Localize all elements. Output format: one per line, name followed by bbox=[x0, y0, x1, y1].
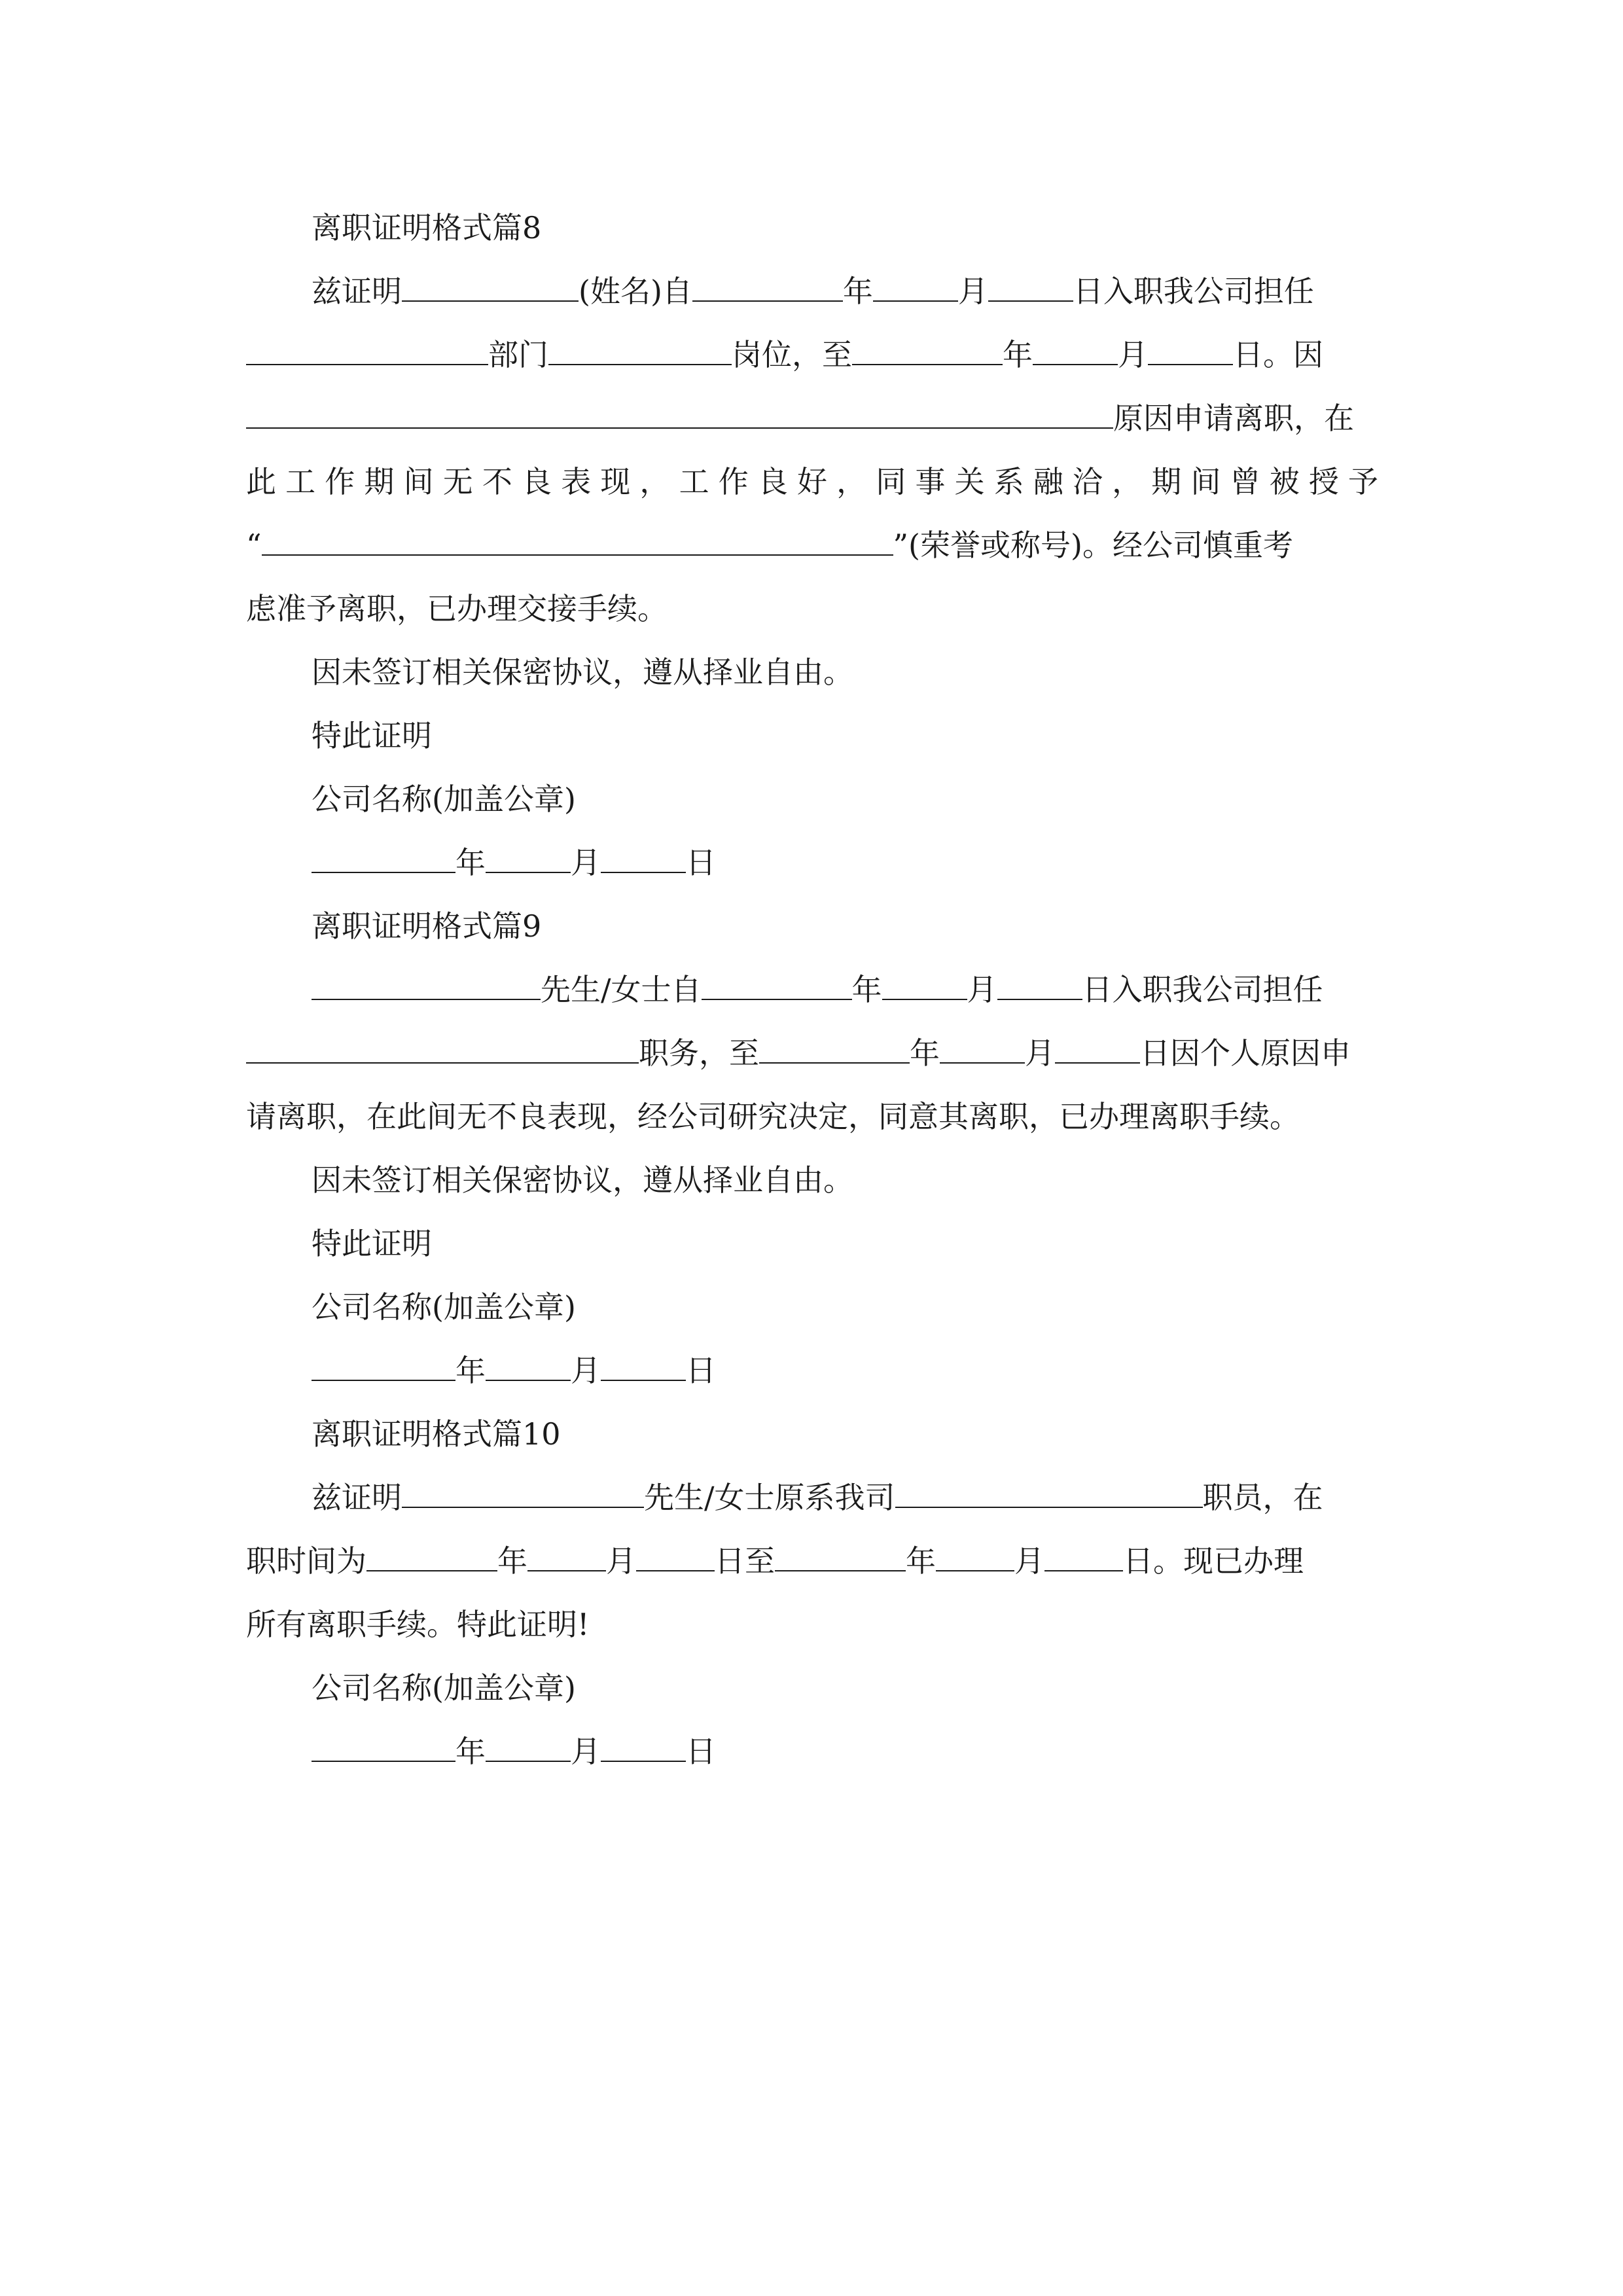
blank-reason bbox=[246, 399, 1113, 429]
text-run: 月 bbox=[1025, 1035, 1055, 1071]
text-run: 日入职我公司担任 bbox=[1073, 274, 1314, 309]
text-run: 因未签订相关保密协议，遵从择业自由。 bbox=[312, 1162, 853, 1198]
paragraph-line bbox=[312, 272, 1378, 311]
paragraph-line bbox=[246, 526, 1378, 565]
text-run: 兹证明 bbox=[312, 1480, 402, 1515]
text-run: 日至 bbox=[715, 1543, 775, 1579]
text-run: 原因申请离职，在 bbox=[1113, 401, 1354, 436]
blank-month bbox=[486, 843, 571, 873]
paragraph-line bbox=[246, 462, 1378, 501]
text-run: “ bbox=[246, 528, 262, 563]
paragraph-line bbox=[312, 970, 1378, 1009]
text-run: 月 bbox=[967, 972, 997, 1007]
blank-year bbox=[312, 1351, 455, 1381]
blank-year bbox=[775, 1541, 906, 1571]
text-run: 先生/女士原系我司 bbox=[644, 1480, 895, 1515]
blank-position bbox=[895, 1478, 1203, 1508]
blank-month bbox=[873, 272, 958, 302]
text-run: 日因个人原因申 bbox=[1140, 1035, 1351, 1071]
blank-day bbox=[1148, 335, 1233, 365]
blank-month bbox=[940, 1033, 1025, 1064]
blank-day bbox=[988, 272, 1073, 302]
text-run: 此工作期间无不良表现，工作良好，同事关系融洽，期间曾被授予 bbox=[246, 464, 1378, 499]
text-run: 日 bbox=[686, 1353, 716, 1388]
text-run: 年 bbox=[906, 1543, 936, 1579]
blank-month bbox=[486, 1732, 571, 1762]
company-name-label: 公司名称(加盖公章) bbox=[312, 1670, 576, 1706]
blank-month bbox=[882, 970, 967, 1000]
paragraph-line bbox=[312, 1160, 1378, 1200]
blank-day bbox=[601, 1732, 686, 1762]
blank-day bbox=[636, 1541, 715, 1571]
blank-name bbox=[402, 272, 579, 302]
blank-year bbox=[366, 1541, 497, 1571]
text-run: 月 bbox=[571, 845, 601, 880]
text-run: 年 bbox=[910, 1035, 940, 1071]
section-heading bbox=[312, 1414, 1378, 1454]
text-run: 年 bbox=[1003, 337, 1033, 372]
company-signature bbox=[312, 1287, 1378, 1327]
paragraph-line bbox=[246, 589, 1378, 628]
text-run: 兹证明 bbox=[312, 274, 402, 309]
blank-duty bbox=[246, 1033, 639, 1064]
blank-year bbox=[759, 1033, 910, 1064]
blank-month bbox=[936, 1541, 1014, 1571]
blank-department bbox=[246, 335, 488, 365]
text-run: 月 bbox=[606, 1543, 636, 1579]
text-run: 月 bbox=[1118, 337, 1148, 372]
paragraph-line bbox=[312, 1478, 1378, 1517]
text-run: 日入职我公司担任 bbox=[1082, 972, 1323, 1007]
text-run: 年 bbox=[842, 274, 873, 309]
paragraph-line bbox=[246, 335, 1378, 374]
blank-year bbox=[312, 1732, 455, 1762]
section-heading bbox=[312, 208, 1378, 247]
blank-name bbox=[312, 970, 541, 1000]
paragraph-line bbox=[246, 1541, 1378, 1581]
blank-year bbox=[312, 843, 455, 873]
text-run: 月 bbox=[571, 1353, 601, 1388]
text-run: 职时间为 bbox=[246, 1543, 366, 1579]
paragraph-line bbox=[312, 1224, 1378, 1263]
paragraph-line bbox=[312, 653, 1378, 692]
blank-day bbox=[1044, 1541, 1123, 1571]
blank-day bbox=[601, 843, 686, 873]
text-run: 月 bbox=[571, 1734, 601, 1769]
blank-name bbox=[402, 1478, 644, 1508]
text-run: 月 bbox=[1014, 1543, 1044, 1579]
heading-text: 离职证明格式篇10 bbox=[312, 1416, 561, 1452]
text-run: 年 bbox=[455, 845, 486, 880]
blank-honor bbox=[262, 526, 893, 556]
text-run: 因未签订相关保密协议，遵从择业自由。 bbox=[312, 655, 853, 690]
text-run: 年 bbox=[455, 1353, 486, 1388]
heading-text: 离职证明格式篇8 bbox=[312, 210, 542, 245]
signature-date bbox=[312, 1732, 1378, 1771]
blank-month bbox=[1033, 335, 1118, 365]
text-run: 请离职，在此间无不良表现，经公司研究决定，同意其离职，已办理离职手续。 bbox=[246, 1099, 1300, 1134]
text-run: ”(荣誉或称号)。经公司慎重考 bbox=[893, 528, 1293, 563]
text-run: 月 bbox=[957, 274, 988, 309]
company-name-label: 公司名称(加盖公章) bbox=[312, 781, 576, 817]
text-run: 年 bbox=[851, 972, 882, 1007]
company-name-label: 公司名称(加盖公章) bbox=[312, 1289, 576, 1325]
text-run: 职员，在 bbox=[1202, 1480, 1323, 1515]
company-signature bbox=[312, 1668, 1378, 1708]
paragraph-line bbox=[246, 399, 1378, 438]
section-heading bbox=[312, 906, 1378, 946]
text-run: 日 bbox=[686, 1734, 716, 1769]
text-run: 日。因 bbox=[1233, 337, 1323, 372]
signature-date bbox=[312, 1351, 1378, 1390]
blank-day bbox=[601, 1351, 686, 1381]
text-run: 部门 bbox=[488, 337, 548, 372]
paragraph-line bbox=[246, 1605, 1378, 1644]
heading-text: 离职证明格式篇9 bbox=[312, 908, 542, 944]
text-run: 岗位，至 bbox=[732, 337, 852, 372]
text-run: 先生/女士自 bbox=[541, 972, 702, 1007]
text-run: 所有离职手续。特此证明! bbox=[246, 1607, 590, 1642]
text-run: 特此证明 bbox=[312, 1226, 432, 1261]
text-run: 日 bbox=[686, 845, 716, 880]
blank-position bbox=[548, 335, 732, 365]
text-run: 年 bbox=[455, 1734, 486, 1769]
text-run: 年 bbox=[497, 1543, 527, 1579]
blank-year bbox=[692, 272, 843, 302]
company-signature bbox=[312, 780, 1378, 819]
blank-year bbox=[702, 970, 852, 1000]
paragraph-line bbox=[246, 1033, 1378, 1073]
paragraph-line bbox=[312, 716, 1378, 755]
paragraph-line bbox=[246, 1097, 1378, 1136]
text-run: (姓名)自 bbox=[579, 274, 692, 309]
signature-date bbox=[312, 843, 1378, 882]
text-run: 特此证明 bbox=[312, 718, 432, 753]
blank-day bbox=[1055, 1033, 1140, 1064]
text-run: 职务，至 bbox=[639, 1035, 759, 1071]
blank-year bbox=[852, 335, 1003, 365]
blank-day bbox=[997, 970, 1082, 1000]
text-run: 日。现已办理 bbox=[1123, 1543, 1304, 1579]
blank-month bbox=[486, 1351, 571, 1381]
text-run: 虑准予离职，已办理交接手续。 bbox=[246, 591, 668, 626]
blank-month bbox=[527, 1541, 606, 1571]
